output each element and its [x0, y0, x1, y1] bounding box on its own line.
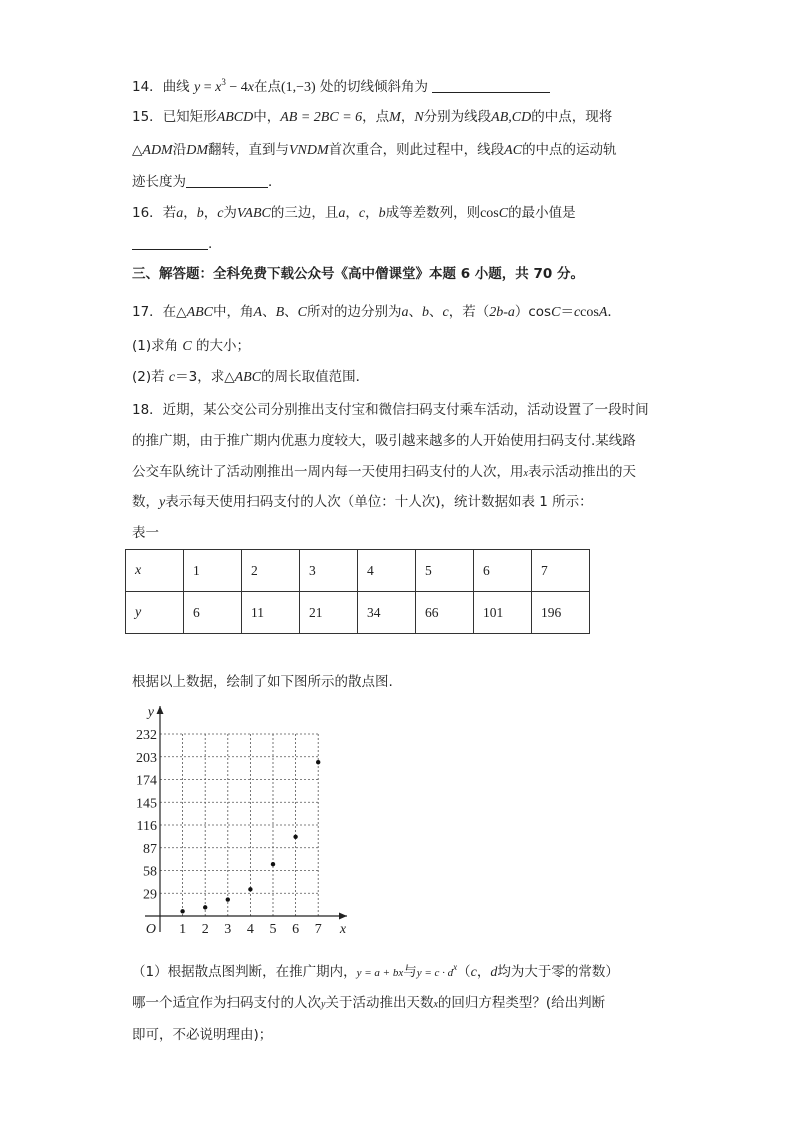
table-cell: 3: [300, 550, 358, 592]
x-tick-label: 4: [246, 922, 254, 937]
question-18-part-1-line-3: 即可，不必说明理由)；: [132, 1027, 273, 1043]
x-tick-label: 2: [201, 922, 209, 937]
axes: [145, 706, 347, 932]
table-cell: 1: [184, 550, 242, 592]
table-cell: y: [126, 592, 184, 634]
origin-label: O: [145, 922, 156, 937]
question-17-line-1: 17．在△ABC中，角A、B、C所对的边分别为a、b、c，若（2b-a）cosC＝ccosA．: [132, 304, 621, 320]
question-18-line-4: 数，y表示每天使用扫码支付的人次（单位：十人次)，统计数据如表 1 所示：: [132, 494, 593, 510]
question-18-line-3: 公交车队统计了活动刚推出一周内每一天使用扫码支付的人次，用x表示活动推出的天: [132, 464, 636, 480]
table-cell: 2: [242, 550, 300, 592]
table-cell: 21: [300, 592, 358, 634]
y-tick-label: 203: [136, 750, 157, 766]
question-14: 14．曲线 $y = x^3 - 4x$在点(1,−3) 处的切线倾斜角为: [132, 72, 550, 98]
data-point: [271, 862, 275, 866]
data-point: [180, 909, 184, 913]
y-tick-label: 174: [136, 773, 157, 789]
section-heading: 三、解答题：全科免费下载公众号《高中僧课堂》本题 6 小题，共 70 分。: [132, 266, 584, 282]
question-18-part-1-line-2: 哪一个适宜作为扫码支付的人次y关于活动推出天数x的回归方程类型？(给出判断: [132, 995, 606, 1011]
data-table: [125, 549, 590, 634]
data-point: [293, 835, 297, 839]
scatter-plot: [125, 700, 365, 940]
question-18-part-1-line-1: （1）根据散点图判断，在推广期内，y = a + bx与$y = c \cdot d^x(c$，d均为大于零的常数）: [132, 962, 619, 980]
answer-blank-16[interactable]: [132, 235, 208, 250]
table-cell: 4: [358, 550, 416, 592]
y-tick-label: 145: [136, 796, 157, 812]
table-cell: 196: [532, 592, 590, 634]
question-15-line-2: △ADM沿DM翻转，直到与VNDM首次重合，则此过程中，线段AC的中点的运动轨: [132, 142, 617, 158]
data-point: [316, 760, 320, 764]
y-tick-label: 58: [143, 864, 157, 880]
x-tick-label: 6: [292, 922, 300, 937]
question-17-part-1: (1)求角 C 的大小；: [132, 338, 251, 354]
y-tick-label: 116: [136, 819, 157, 834]
table-cell: 6: [184, 592, 242, 634]
y-axis-label: y: [147, 705, 154, 720]
table-cell: 101: [474, 592, 532, 634]
answer-blank-15[interactable]: [186, 173, 268, 188]
y-axis-arrow: [157, 706, 164, 714]
x-tick-label: 3: [224, 922, 232, 937]
table-cell: 6: [474, 550, 532, 592]
y-tick-label: 87: [143, 841, 157, 857]
y-tick-label: 29: [143, 887, 157, 903]
scatter-intro: 根据以上数据，绘制了如下图所示的散点图.: [132, 674, 393, 690]
table-row: [126, 592, 590, 634]
data-point: [248, 887, 252, 891]
x-axis-arrow: [339, 913, 347, 920]
tick-labels: [136, 705, 347, 937]
table-cell: 5: [416, 550, 474, 592]
table-cell: x: [126, 550, 184, 592]
table-cell: 66: [416, 592, 474, 634]
question-18-line-1: 18．近期，某公交公司分别推出支付宝和微信扫码支付乘车活动，活动设置了一段时间: [132, 402, 649, 418]
question-17-part-2: (2)若 c＝3，求△ABC的周长取值范围．: [132, 369, 370, 385]
x-tick-label: 1: [179, 922, 187, 937]
table-cell: 11: [242, 592, 300, 634]
table-cell: 7: [532, 550, 590, 592]
question-16-line-1: 16．若a，b，c为VABC的三边，且a，c，b成等差数列，则cosC的最小值是: [132, 205, 576, 221]
answer-blank-14[interactable]: [432, 78, 550, 93]
table-title: 表一: [132, 525, 159, 541]
data-point: [226, 897, 230, 901]
x-axis-label: x: [339, 922, 347, 937]
x-tick-label: 7: [314, 922, 322, 937]
question-16-line-2: .: [132, 234, 212, 254]
data-point: [203, 905, 207, 909]
table-cell: 34: [358, 592, 416, 634]
question-18-line-2: 的推广期，由于推广期内优惠力度较大，吸引越来越多的人开始使用扫码支付.某线路: [132, 433, 636, 449]
grid: [160, 734, 318, 916]
y-tick-label: 232: [136, 728, 157, 743]
question-15-line-3: 迹长度为 ．: [132, 174, 282, 190]
x-tick-label: 5: [269, 922, 277, 937]
question-15-line-1: 15．已知矩形ABCD中，AB = 2BC = 6，点M，N分别为线段AB,CD的中点，现将: [132, 109, 613, 125]
table-row: [126, 550, 590, 592]
